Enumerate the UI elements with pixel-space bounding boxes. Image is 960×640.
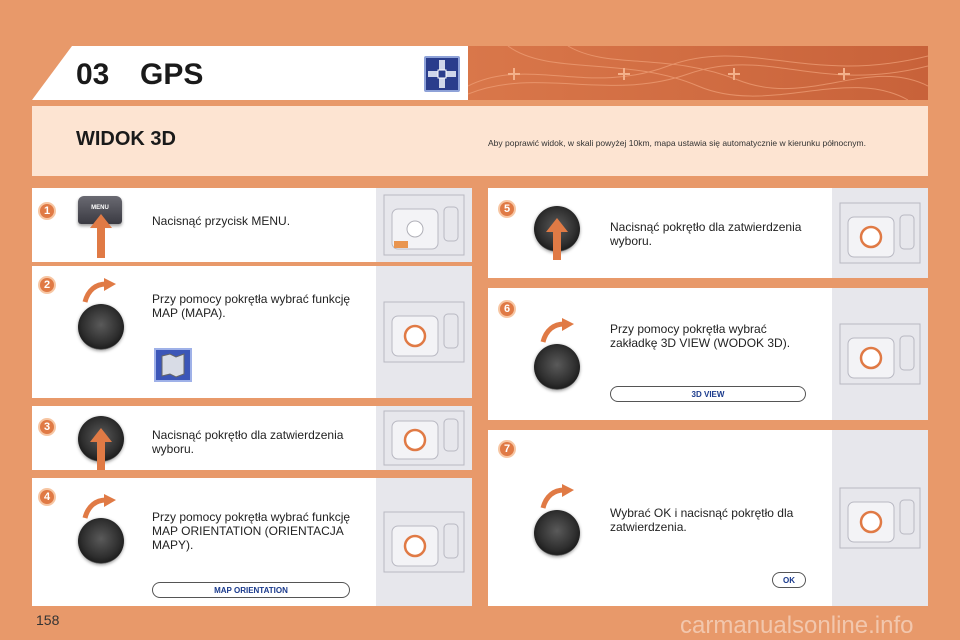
rotate-arrow-icon (540, 318, 576, 344)
step-number: 4 (38, 488, 56, 506)
rotary-knob-icon (534, 510, 580, 556)
rotary-knob-icon (534, 344, 580, 390)
3d-view-option: 3D VIEW (610, 386, 806, 402)
chapter-title: GPS (140, 58, 204, 91)
section-title: WIDOK 3D (76, 128, 176, 150)
radio-panel-thumbnail (376, 266, 472, 398)
radio-panel-thumbnail (376, 188, 472, 262)
step-number: 5 (498, 200, 516, 218)
step-7-card (488, 430, 928, 606)
step-4-card (32, 478, 472, 606)
radio-panel-icon (838, 322, 922, 386)
rotary-knob-icon (78, 304, 124, 350)
chapter-header (32, 46, 928, 176)
rotary-knob-icon (78, 518, 124, 564)
rotate-arrow-icon (82, 494, 118, 520)
step-6-text: Przy pomocy pokrętła wybrać zakładkę 3D VIEW (WODOK 3D). (610, 322, 791, 350)
step-5-text: Nacisnąć pokrętło dla zatwierdzenia wyboru. (610, 220, 802, 248)
step-1-text: Nacisnąć przycisk MENU. (152, 214, 291, 228)
rotate-arrow-icon (82, 278, 118, 304)
radio-panel-icon (382, 300, 466, 364)
page-number: 158 (36, 612, 60, 628)
radio-panel-thumbnail (832, 188, 928, 278)
radio-panel-icon (382, 510, 466, 574)
radio-panel-thumbnail (376, 406, 472, 470)
radio-panel-thumbnail (832, 288, 928, 420)
radio-panel-thumbnail (832, 430, 928, 606)
step-4-text: Przy pomocy pokrętła wybrać funkcję MAP ORIENTATION (ORIENTACJA MAPY). (152, 510, 351, 552)
radio-panel-icon (838, 486, 922, 550)
step-2-card (32, 266, 472, 398)
step-3-card (32, 406, 472, 470)
step-number: 3 (38, 418, 56, 436)
press-arrow-icon (90, 428, 112, 470)
gps-cross-icon (424, 56, 460, 92)
step-number: 6 (498, 300, 516, 318)
step-5-card (488, 188, 928, 278)
step-2-text: Przy pomocy pokrętła wybrać funkcję MAP (MAPA). (152, 292, 351, 320)
step-7-text: Wybrać OK i nacisnąć pokrętło dla zatwierdzenia. (610, 506, 794, 534)
step-6-card (488, 288, 928, 420)
ok-option: OK (772, 572, 806, 588)
header-map-decoration (468, 46, 928, 100)
press-arrow-icon (546, 218, 568, 260)
radio-panel-icon (838, 201, 922, 265)
map-orientation-option: MAP ORIENTATION (152, 582, 350, 598)
step-1-card (32, 188, 472, 262)
section-description: Aby poprawić widok, w skali powyżej 10km, mapa ustawia się automatycznie w kierunku północnym. (488, 138, 866, 148)
radio-panel-icon (382, 193, 466, 257)
press-arrow-icon (90, 214, 112, 258)
map-book-icon (154, 348, 192, 382)
menu-key-label: MENU (91, 205, 109, 211)
step-number: 1 (38, 202, 56, 220)
step-number: 7 (498, 440, 516, 458)
radio-panel-icon (382, 409, 466, 467)
chapter-number: 03 (76, 58, 110, 91)
radio-panel-thumbnail (376, 478, 472, 606)
rotate-arrow-icon (540, 484, 576, 510)
watermark: carmanualsonline.info (680, 612, 914, 639)
step-number: 2 (38, 276, 56, 294)
step-3-text: Nacisnąć pokrętło dla zatwierdzenia wyboru. (152, 428, 344, 456)
